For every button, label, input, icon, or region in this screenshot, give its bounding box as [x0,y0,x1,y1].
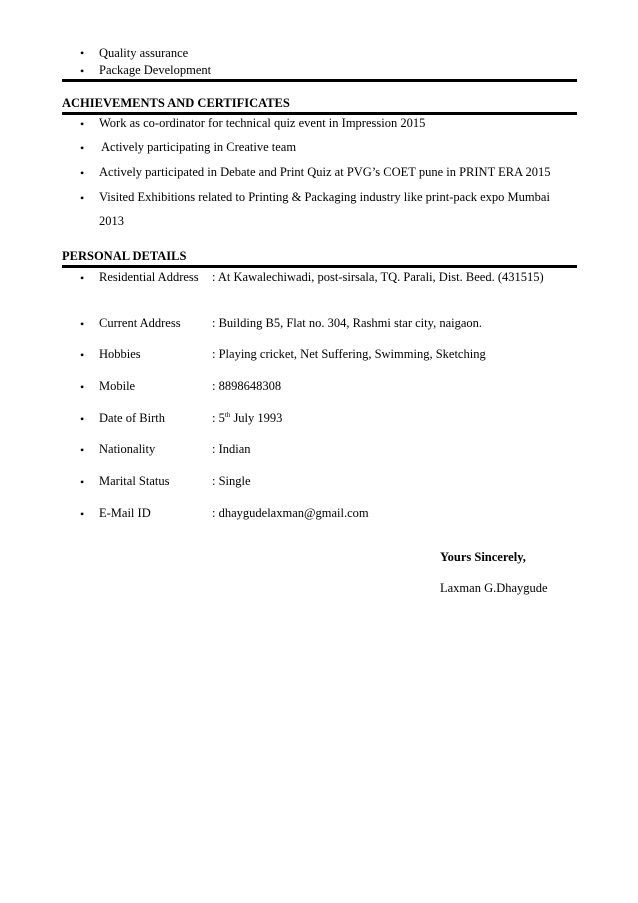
detail-label: Nationality [99,442,156,456]
bullet: • [80,191,85,205]
section-heading-personal-details: PERSONAL DETAILS [62,249,187,263]
achievement-item: Work as co-ordinator for technical quiz event in Impression 2015 [99,116,426,130]
bullet: • [80,117,85,131]
detail-value: : Building B5, Flat no. 304, Rashmi star city, naigaon. [212,316,483,330]
bullet: • [80,64,85,78]
bullet: • [80,166,85,180]
detail-value: : 5th July 1993 [212,410,283,425]
detail-label: Marital Status [99,474,170,488]
detail-label: E-Mail ID [99,506,151,520]
detail-label: Residential Address [99,270,199,284]
achievement-item-continuation: 2013 [99,214,124,228]
bullet: • [80,380,85,394]
bullet: • [80,271,85,285]
detail-value: : Playing cricket, Net Suffering, Swimming, Sketching [212,347,486,361]
bullet: • [80,443,85,457]
detail-label: Mobile [99,379,136,393]
bullet: • [80,317,85,331]
bullet: • [80,141,85,155]
detail-label: Hobbies [99,347,141,361]
detail-label: Current Address [99,316,181,330]
achievement-item: Visited Exhibitions related to Printing & Packaging industry like print-pack expo Mumbai [99,190,550,204]
section-rule [62,265,577,268]
detail-value: : Single [212,474,251,488]
bullet: • [80,348,85,362]
signature-name: Laxman G.Dhaygude [440,581,548,595]
achievement-item: Actively participating in Creative team [101,140,297,154]
detail-value: : Indian [212,442,251,456]
bullet: • [80,46,85,60]
section-heading-achievements: ACHIEVEMENTS AND CERTIFICATES [62,96,290,110]
bullet: • [80,475,85,489]
detail-value: : At Kawalechiwadi, post-sirsala, TQ. Parali, Dist. Beed. (431515) [212,270,544,284]
section-rule [62,79,577,82]
section-rule [62,112,577,115]
skill-item: Package Development [99,63,212,77]
skill-item: Quality assurance [99,46,189,60]
detail-value: : dhaygudelaxman@gmail.com [212,506,369,520]
detail-label: Date of Birth [99,411,165,425]
bullet: • [80,412,85,426]
achievement-item: Actively participated in Debate and Print Quiz at PVG’s COET pune in PRINT ERA 2015 [99,165,551,179]
bullet: • [80,507,85,521]
closing-salutation: Yours Sincerely, [440,550,526,564]
detail-value: : 8898648308 [212,379,282,393]
